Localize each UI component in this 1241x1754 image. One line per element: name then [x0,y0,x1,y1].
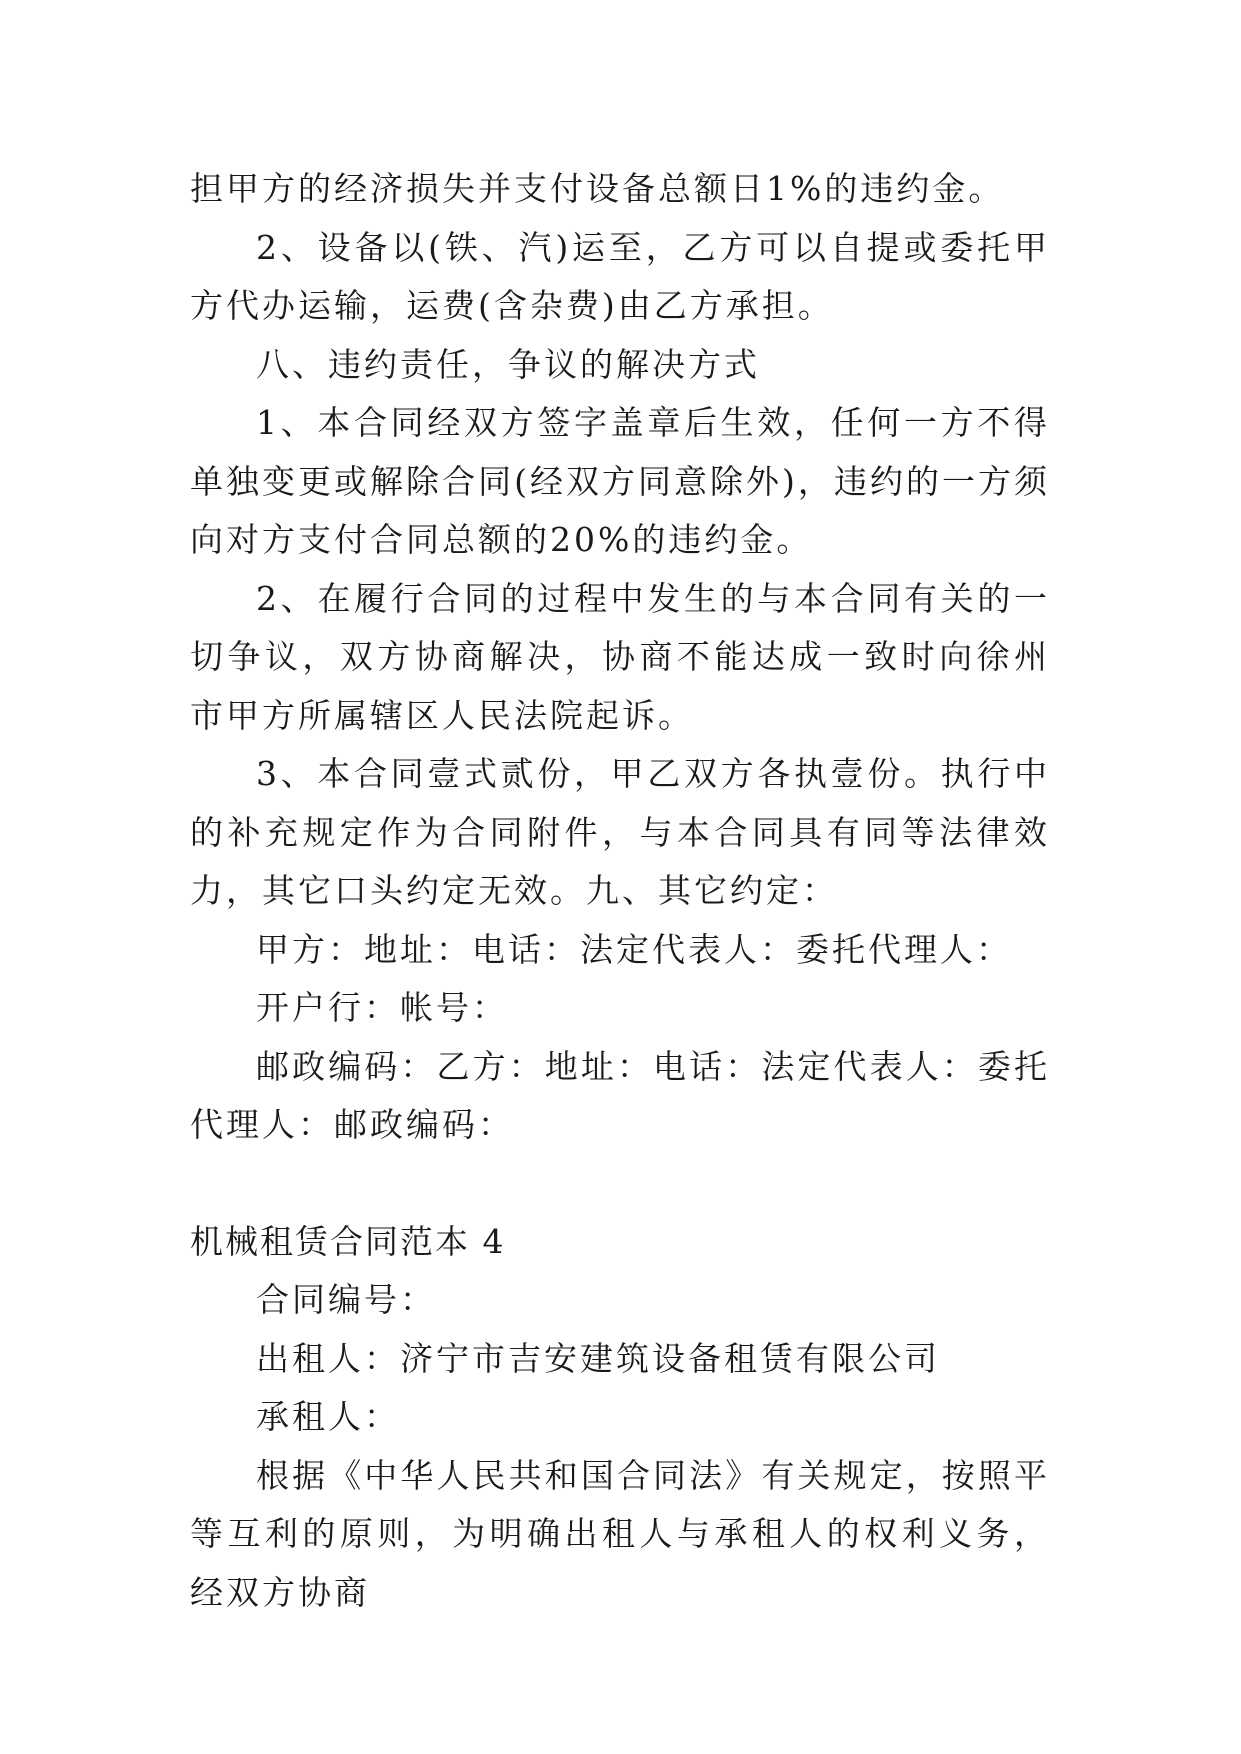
paragraph-clause-2: 2、在履行合同的过程中发生的与本合同有关的一切争议，双方协商解决，协商不能达成一致时向徐州市甲方所属辖区人民法院起诉。 [190,578,1050,735]
paragraph-bank-account: 开户行：帐号： [256,988,508,1027]
paragraph-lessee: 承租人： [256,1397,400,1436]
paragraph-party-a: 甲方：地址：电话：法定代表人：委托代理人： [256,929,1012,969]
paragraph-breach-penalty-cont: 担甲方的经济损失并支付设备总额日1%的违约金。 [190,169,1005,208]
document-body [190,160,1050,1622]
paragraph-transport: 2、设备以(铁、汽)运至，乙方可以自提或委托甲方代办运输，运费(含杂费)由乙方承担。 [190,227,1050,325]
paragraph-preamble: 根据《中华人民共和国合同法》有关规定，按照平等互利的原则，为明确出租人与承租人的权利义务，经双方协商 [190,1455,1050,1612]
paragraph-clause-1: 1、本合同经双方签字盖章后生效，任何一方不得单独变更或解除合同(经双方同意除外)，违约的一方须向对方支付合同总额的20%的违约金。 [190,403,1050,559]
paragraph-party-b: 邮政编码：乙方：地址：电话：法定代表人：委托代理人：邮政编码： [190,1046,1050,1144]
paragraph-clause-3: 3、本合同壹式贰份，甲乙双方各执壹份。执行中的补充规定作为合同附件，与本合同具有同等法律效力，其它口头约定无效。九、其它约定： [190,754,1050,910]
heading-section-eight: 八、违约责任，争议的解决方式 [256,344,760,384]
paragraph-lessor: 出租人：济宁市吉安建筑设备租赁有限公司 [256,1338,940,1378]
section-gap [190,1155,1050,1213]
section-title: 机械租赁合同范本 4 [190,1221,506,1261]
paragraph-contract-number: 合同编号： [256,1280,436,1319]
